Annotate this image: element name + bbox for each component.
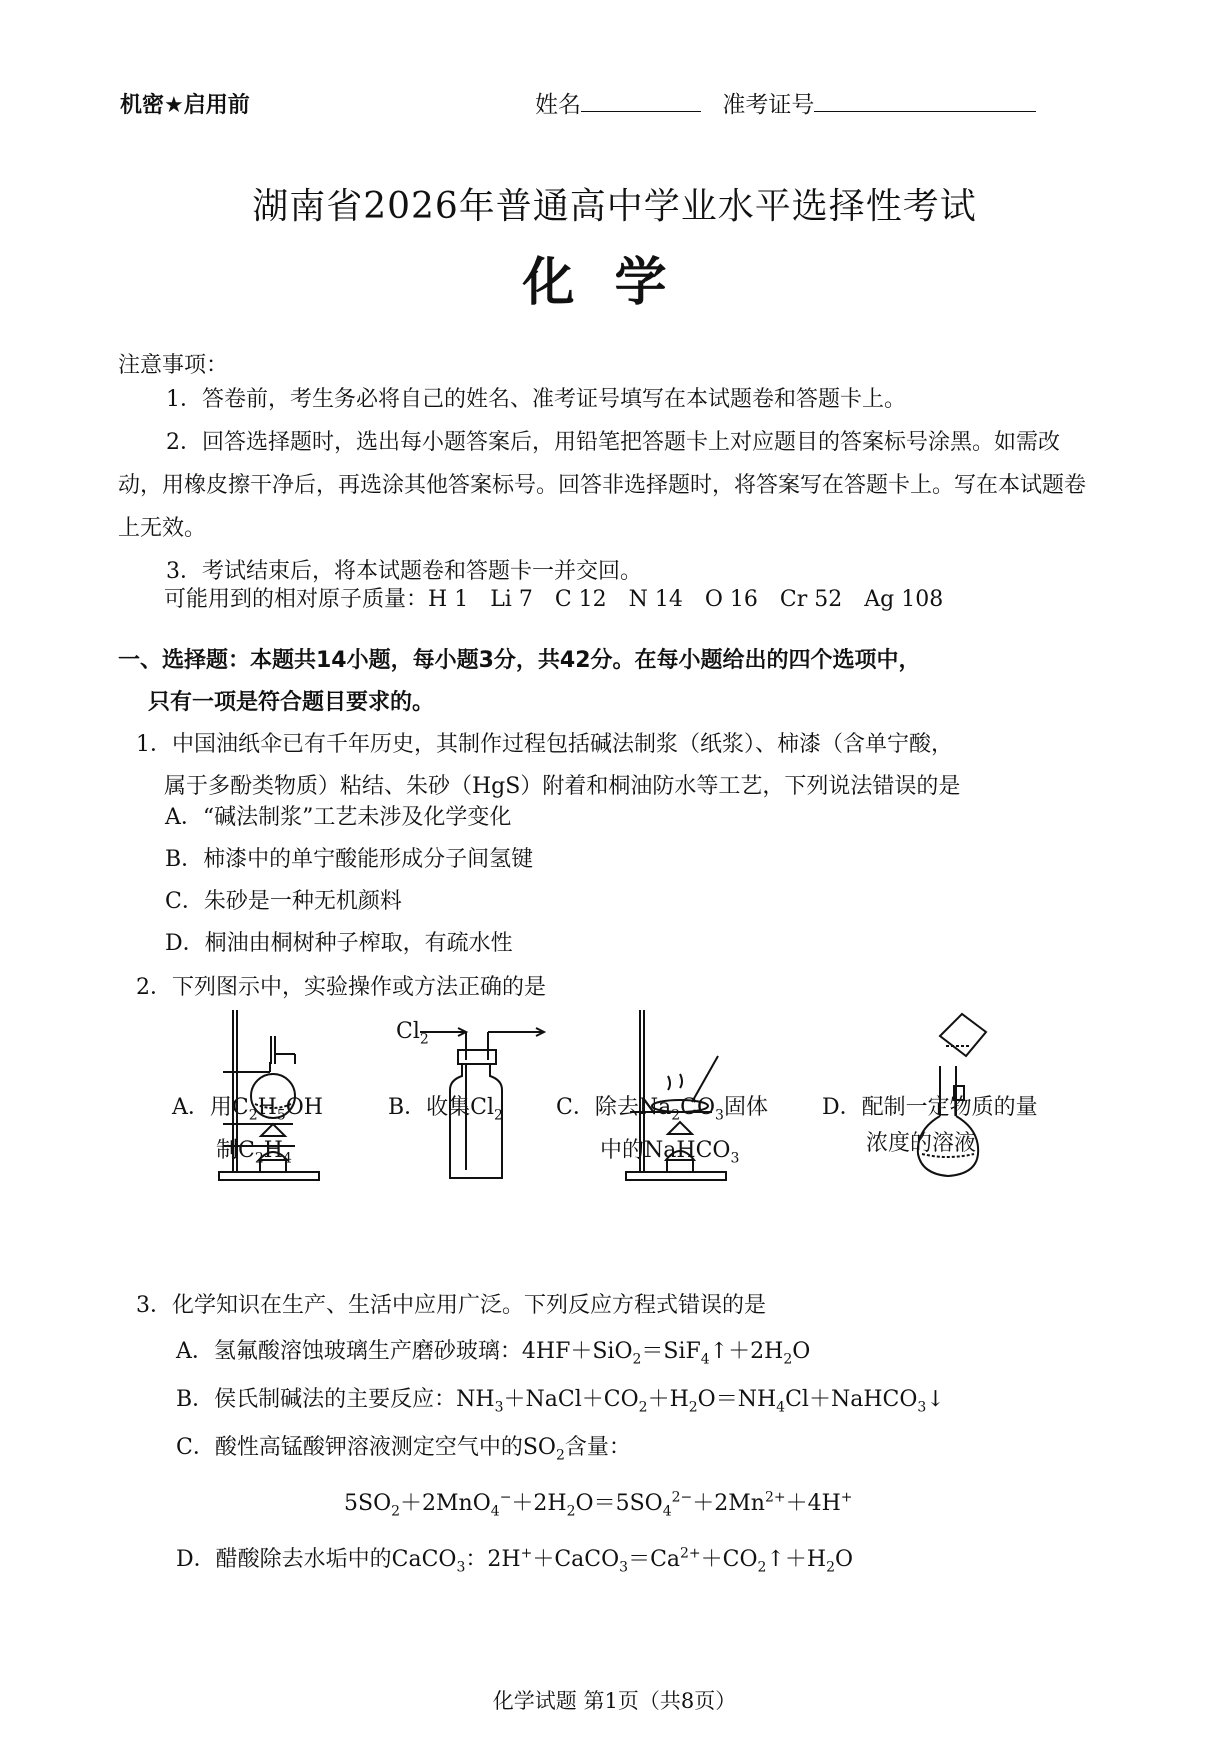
section-heading-line: 一、选择题：本题共14小题，每小题3分，共42分。在每小题给出的四个选项中， bbox=[118, 648, 921, 673]
subject-title: 化学 bbox=[522, 253, 707, 313]
atomic-mass-line bbox=[164, 582, 943, 613]
candidate-info bbox=[535, 86, 1050, 119]
q1-option-d: D．桐油由桐树种子榨取，有疏水性 bbox=[165, 931, 513, 956]
q3-option-c-equation: $5SO_2+2MnO_4^-+2H_2O=5SO_4^{2-}+2Mn^{2+}+4H^+$ bbox=[344, 1489, 853, 1520]
name-label: 姓名 bbox=[535, 92, 581, 118]
notice-item: 3．考试结束后，将本试题卷和答题卡一并交回。 bbox=[166, 559, 642, 584]
q1-option-b: B．柿漆中的单宁酸能形成分子间氢键 bbox=[165, 847, 534, 872]
q3-option-c: C．酸性高锰酸钾溶液测定空气中的$SO_2$含量： bbox=[176, 1435, 631, 1464]
id-label: 准考证号 bbox=[722, 92, 815, 118]
notice-list bbox=[118, 378, 1093, 593]
section-heading-line: 只有一项是符合题目要求的。 bbox=[148, 690, 435, 715]
q1-option-c: C．朱砂是一种无机颜料 bbox=[165, 889, 402, 914]
caption-b: B．收集$Cl_2$ bbox=[388, 1095, 503, 1124]
question-stem: 1．中国油纸伞已有千年历史，其制作过程包括碱法制浆（纸浆）、柿漆（含单宁酸， bbox=[136, 732, 953, 757]
caption-d: D．配制一定物质的量 浓度的溶液 bbox=[822, 1095, 1038, 1156]
section-heading bbox=[118, 640, 1093, 724]
notice-title: 注意事项： bbox=[118, 353, 229, 378]
caption-a: A．用$C_2H_5OH$ 制$C_2H_4$ bbox=[172, 1095, 323, 1167]
question-1 bbox=[136, 724, 1096, 808]
exam-title: 湖南省2026年普通高中学业水平选择性考试 bbox=[252, 186, 977, 227]
notice-item: 2．回答选择题时，选出每小题答案后，用铅笔把答题卡上对应题目的答案标号涂黑。如需改动，用橡皮擦干净后，再选涂其他答案标号。回答非选择题时，将答案写在答题卡上。写在本试题卷上无效。 bbox=[118, 430, 1087, 541]
page-footer: 化学试题 第1页（共8页） bbox=[492, 1689, 737, 1713]
atomic-mass-values: H 1 Li 7 C 12 N 14 O 16 Cr 52 Ag 108 bbox=[428, 587, 944, 612]
notice-item: 1．答卷前，考生务必将自己的姓名、准考证号填写在本试题卷和答题卡上。 bbox=[166, 387, 906, 412]
caption-c: C．除去$Na_2CO_3$固体 中的NaHCO$_3$ bbox=[556, 1095, 768, 1167]
atomic-mass-label: 可能用到的相对原子质量： bbox=[164, 587, 429, 612]
q1-option-a: A．“碱法制浆”工艺未涉及化学变化 bbox=[165, 805, 512, 830]
question-2-stem: 2．下列图示中，实验操作或方法正确的是 bbox=[136, 975, 546, 1000]
question-stem: 属于多酚类物质）粘结、朱砂（HgS）附着和桐油防水等工艺，下列说法错误的是 bbox=[164, 774, 961, 799]
confidential-label: 机密★启用前 bbox=[120, 93, 250, 118]
name-blank[interactable] bbox=[581, 91, 701, 112]
chlorine-gas-label: $Cl_2$ bbox=[396, 1019, 429, 1048]
id-blank[interactable] bbox=[814, 91, 1036, 112]
question-3-stem: 3．化学知识在生产、生活中应用广泛。下列反应方程式错误的是 bbox=[136, 1293, 766, 1318]
q3-option-a: A．氢氟酸溶蚀玻璃生产磨砂玻璃：$4HF+SiO_2=SiF_4↑+2H_2O$ bbox=[176, 1339, 811, 1368]
q3-option-b: B．侯氏制碱法的主要反应：$NH_3+NaCl+CO_2+H_2O=NH_4Cl+NaHCO_3↓$ bbox=[176, 1387, 945, 1416]
q3-option-d: D．醋酸除去水垢中的CaCO$_3$：$2H^++CaCO_3=Ca^{2+}+CO_2↑+H_2O$ bbox=[176, 1545, 854, 1576]
